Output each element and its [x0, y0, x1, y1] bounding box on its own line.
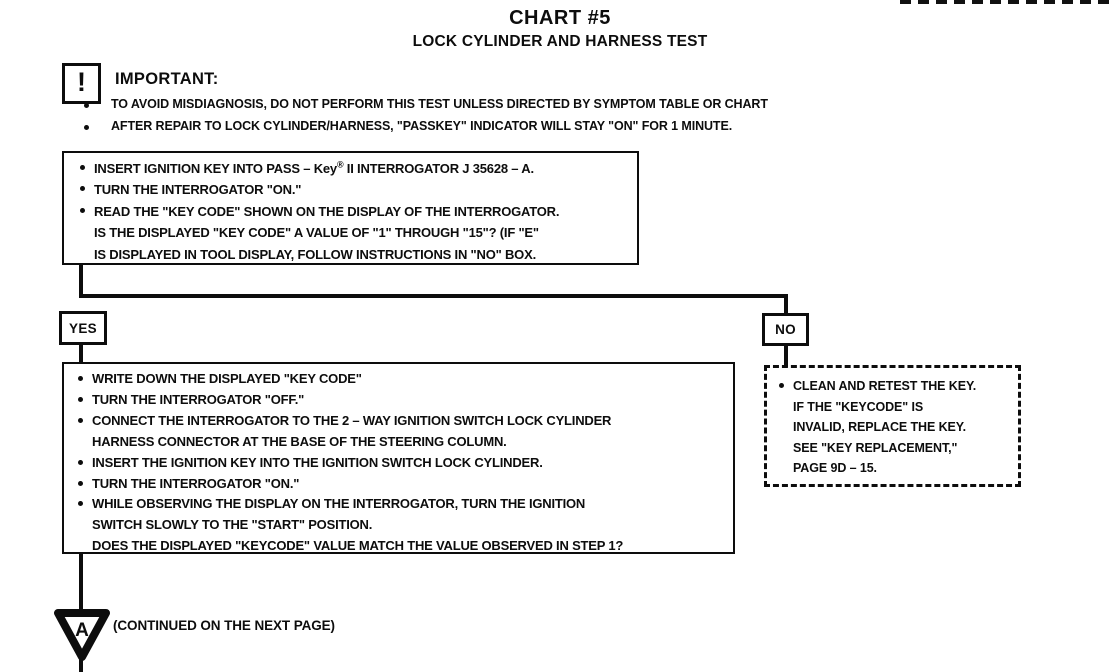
instruction-text: SEE "KEY REPLACEMENT,"	[793, 440, 958, 455]
instruction-text: WRITE DOWN THE DISPLAYED "KEY CODE"	[92, 371, 362, 386]
instruction-line	[777, 458, 1012, 479]
yes-label-box	[59, 311, 107, 345]
instruction-line	[777, 376, 1012, 397]
instruction-text: PAGE 9D – 15.	[793, 461, 877, 475]
bullet-dot	[80, 165, 85, 170]
bullet-dot	[78, 397, 83, 402]
instruction-line	[777, 438, 1012, 459]
instruction-line	[76, 411, 725, 432]
instruction-text: IS DISPLAYED IN TOOL DISPLAY, FOLLOW INSTRUCTIONS IN "NO" BOX.	[94, 246, 536, 262]
instruction-text: READ THE "KEY CODE" SHOWN ON THE DISPLAY OF THE INTERROGATOR.	[94, 203, 560, 219]
instruction-line	[78, 201, 629, 222]
bullet-dot	[779, 383, 784, 388]
instruction-text: TURN THE INTERROGATOR "ON."	[92, 475, 300, 491]
instruction-text: SWITCH SLOWLY TO THE "START" POSITION.	[92, 517, 373, 533]
instruction-line	[76, 453, 725, 474]
no-action-box	[764, 365, 1021, 487]
bullet-dot	[80, 208, 85, 213]
important-bullet-1	[82, 97, 768, 111]
exclamation-icon: !	[77, 66, 86, 97]
page-title: CHART #5	[509, 7, 611, 29]
connector-line-step1-down	[79, 263, 83, 298]
instruction-text: IF THE "KEYCODE" IS	[793, 399, 924, 414]
instruction-line	[76, 536, 725, 557]
bullet-dot	[78, 501, 83, 506]
connector-line-no-to-box	[784, 346, 788, 367]
connector-line-triangle-down	[79, 653, 83, 672]
instruction-line	[76, 494, 725, 515]
instruction-line	[76, 369, 725, 390]
instruction-text: HARNESS CONNECTOR AT THE BASE OF THE STEERING COLUMN.	[92, 433, 507, 449]
instruction-line	[76, 474, 725, 495]
connector-line-yes-to-box	[79, 345, 83, 363]
bullet-dot	[84, 125, 89, 130]
bullet-dot	[84, 103, 89, 108]
bullet-dot	[78, 460, 83, 465]
important-heading: IMPORTANT:	[115, 70, 219, 88]
instruction-line	[76, 432, 725, 453]
instruction-text-part: INSERT IGNITION KEY INTO PASS – Key	[94, 161, 337, 176]
page-subtitle: LOCK CYLINDER AND HARNESS TEST	[412, 33, 708, 50]
bullet-dot	[80, 186, 85, 191]
instruction-text: TURN THE INTERROGATOR "OFF."	[92, 391, 305, 407]
no-label-box	[762, 313, 809, 346]
instruction-text: INSERT THE IGNITION KEY INTO THE IGNITION SWITCH LOCK CYLINDER.	[92, 454, 543, 470]
connector-line-yesbox-down	[79, 552, 83, 614]
connector-line-branch-horizontal	[79, 294, 788, 298]
instruction-line	[78, 179, 629, 200]
continued-note: (CONTINUED ON THE NEXT PAGE)	[113, 618, 335, 633]
instruction-text: WHILE OBSERVING THE DISPLAY ON THE INTERROGATOR, TURN THE IGNITION	[92, 496, 586, 512]
instruction-line	[78, 222, 629, 243]
instruction-line	[777, 397, 1012, 418]
bullet-dot	[78, 376, 83, 381]
instruction-text	[94, 158, 534, 179]
instruction-line	[777, 417, 1012, 438]
important-bullet-text: AFTER REPAIR TO LOCK CYLINDER/HARNESS, "PASSKEY" INDICATOR WILL STAY "ON" FOR 1 MINUTE.	[111, 119, 733, 133]
instruction-text: IS THE DISPLAYED "KEY CODE" A VALUE OF "1" THROUGH "15"? (IF "E"	[94, 225, 539, 241]
yes-steps-box	[62, 362, 735, 554]
important-bullet-2	[82, 119, 732, 133]
no-label: NO	[775, 322, 796, 337]
cropped-text-fragment	[900, 0, 1112, 4]
instruction-line	[78, 244, 629, 265]
connector-a-label: A	[75, 620, 89, 641]
instruction-text: CONNECT THE INTERROGATOR TO THE 2 – WAY IGNITION SWITCH LOCK CYLINDER	[92, 412, 612, 428]
important-bullet-text: TO AVOID MISDIAGNOSIS, DO NOT PERFORM THIS TEST UNLESS DIRECTED BY SYMPTOM TABLE OR CHART	[111, 97, 768, 111]
instruction-text: INVALID, REPLACE THE KEY.	[793, 420, 966, 434]
instruction-text: TURN THE INTERROGATOR "ON."	[94, 182, 302, 198]
instruction-text: CLEAN AND RETEST THE KEY.	[793, 379, 977, 393]
instruction-line	[78, 158, 629, 179]
instruction-line	[76, 515, 725, 536]
yes-label: YES	[69, 320, 97, 336]
connector-line-no-down	[784, 294, 788, 315]
instruction-line	[76, 390, 725, 411]
bullet-dot	[78, 481, 83, 486]
instruction-text: DOES THE DISPLAYED "KEYCODE" VALUE MATCH THE VALUE OBSERVED IN STEP 1?	[92, 538, 624, 554]
step1-box	[62, 151, 639, 265]
registered-mark-icon: ®	[336, 159, 344, 170]
instruction-text-part: II INTERROGATOR J 35628 – A.	[343, 161, 534, 176]
bullet-dot	[78, 418, 83, 423]
